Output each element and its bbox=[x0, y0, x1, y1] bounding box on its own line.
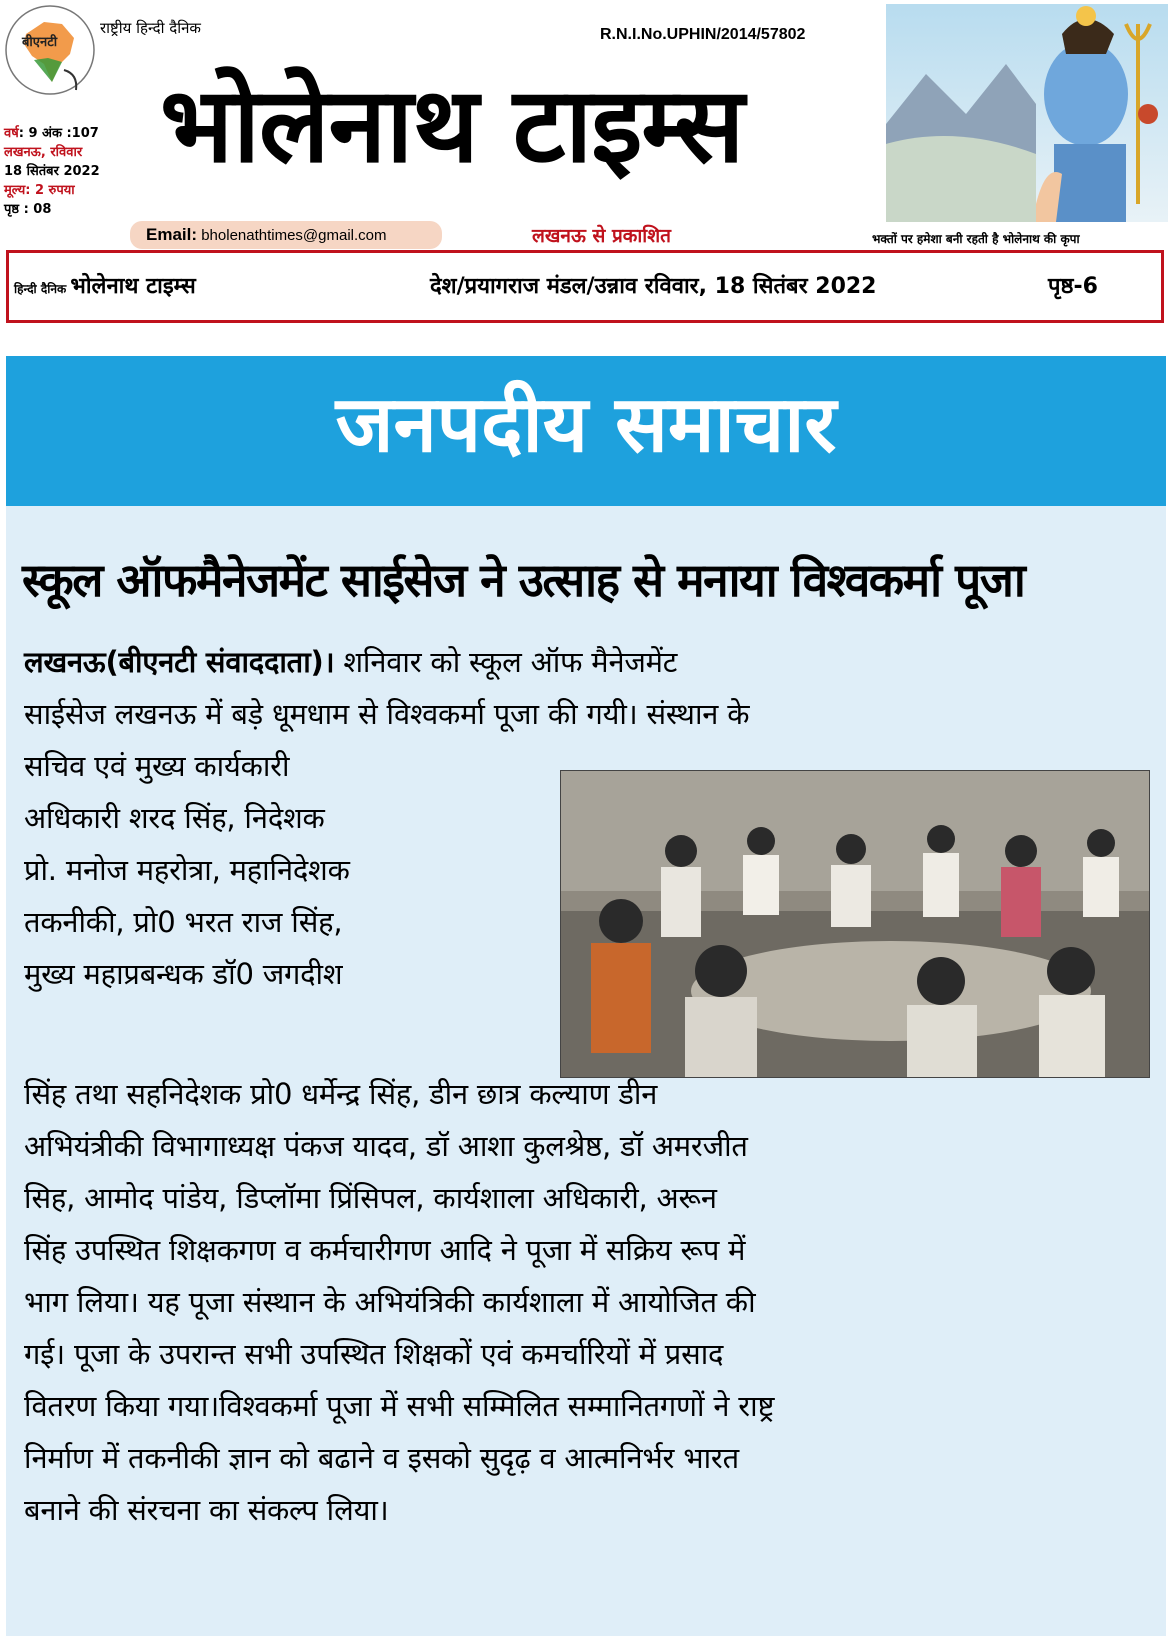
article-line-15: निर्माण में तकनीकी ज्ञान को बढाने व इसको सुदृढ़ व आत्मनिर्भर भारत bbox=[24, 1441, 739, 1475]
article-line-10: सिह, आमोद पांडेय, डिप्लॉमा प्रिंसिपल, कार्यशाला अधिकारी, अरून bbox=[24, 1181, 717, 1215]
article-line-3: सचिव एवं मुख्य कार्यकारी bbox=[24, 749, 290, 783]
paper-prefix: हिन्दी दैनिक bbox=[14, 282, 67, 296]
article-line-11: सिंह उपस्थित शिक्षकगण व कर्मचारीगण आदि ने पूजा में सक्रिय रूप में bbox=[24, 1233, 746, 1267]
email-pill bbox=[130, 221, 442, 249]
tagline: राष्ट्रीय हिन्दी दैनिक bbox=[100, 19, 201, 37]
article-line-5: प्रो. मनोज महरोत्रा, महानिदेशक bbox=[24, 853, 350, 887]
newspaper-title: भोलेनाथ टाइम्स bbox=[160, 64, 744, 186]
email-label: Email: bbox=[146, 225, 198, 244]
paper-name: भोलेनाथ टाइम्स bbox=[70, 274, 196, 299]
article-line-14: वितरण किया गया।विश्वकर्मा पूजा में सभी सम्मिलित सम्मानितगणों ने राष्ट्र bbox=[24, 1389, 775, 1423]
newspaper-logo bbox=[4, 4, 96, 114]
article-line-6: तकनीकी, प्रो0 भरत राज सिंह, bbox=[24, 905, 343, 939]
section-title: जनपदीय समाचार bbox=[335, 380, 837, 470]
page-number: पृष्ठ-6 bbox=[1048, 274, 1098, 299]
section-date: देश/प्रयागराज मंडल/उन्नाव रविवार, 18 सितंबर 2022 bbox=[430, 274, 877, 299]
rni-number: R.N.I.No.UPHIN/2014/57802 bbox=[600, 26, 806, 43]
article-headline: स्कूल ऑफमैनेजमेंट साईसेज ने उत्साह से मनाया विश्वकर्मा पूजा bbox=[22, 553, 1025, 607]
article-line-2: साईसेज लखनऊ में बड़े धूमधाम से विश्वकर्मा पूजा की गयी। संस्थान के bbox=[24, 697, 750, 731]
year-issue-label: वर्ष bbox=[4, 126, 19, 141]
article-line-8: सिंह तथा सहनिदेशक प्रो0 धर्मेन्द्र सिंह, डीन छात्र कल्याण डीन bbox=[24, 1077, 658, 1111]
shiva-illustration bbox=[886, 4, 1168, 222]
city-day: लखनऊ, रविवार bbox=[4, 145, 83, 160]
article-line-12: भाग लिया। यह पूजा संस्थान के अभियंत्रिकी कार्यशाला में आयोजित की bbox=[24, 1285, 756, 1319]
line1-rest: शनिवार को स्कूल ऑफ मैनेजमेंट bbox=[334, 645, 678, 679]
issue-meta bbox=[4, 124, 100, 219]
published-from: लखनऊ से प्रकाशित bbox=[532, 225, 671, 247]
article-line-4: अधिकारी शरद सिंह, निदेशक bbox=[24, 801, 325, 835]
event-photo bbox=[560, 770, 1150, 1078]
logo-text: बीएनटी bbox=[22, 35, 58, 50]
article-line-13: गई। पूजा के उपरान्त सभी उपस्थित शिक्षकों एवं कमर्चारियों में प्रसाद bbox=[24, 1337, 724, 1371]
article-line-7: मुख्य महाप्रबन्धक डॉ0 जगदीश bbox=[24, 957, 343, 991]
email-address[interactable]: bholenathtimes@gmail.com bbox=[201, 227, 387, 244]
dateline: लखनऊ(बीएनटी संवाददाता)। bbox=[24, 645, 335, 679]
year-issue-value: : 9 अंक :107 bbox=[18, 126, 99, 141]
article-line-16: बनाने की संरचना का संकल्प लिया। bbox=[24, 1493, 389, 1527]
article-line-9: अभियंत्रीकी विभागाध्यक्ष पंकज यादव, डॉ आशा कुलश्रेष्ठ, डॉ अमरजीत bbox=[24, 1129, 748, 1163]
article-line-1 bbox=[24, 636, 677, 688]
price-value: : 2 रुपया bbox=[25, 183, 75, 198]
price-label: मूल्य bbox=[4, 183, 26, 198]
page-count: पृष्ठ : 08 bbox=[4, 202, 52, 217]
info-paper-name bbox=[14, 270, 196, 300]
image-caption: भक्तों पर हमेशा बनी रहती है भोलेनाथ की कृपा bbox=[872, 232, 1080, 246]
issue-date: 18 सितंबर 2022 bbox=[4, 164, 100, 179]
